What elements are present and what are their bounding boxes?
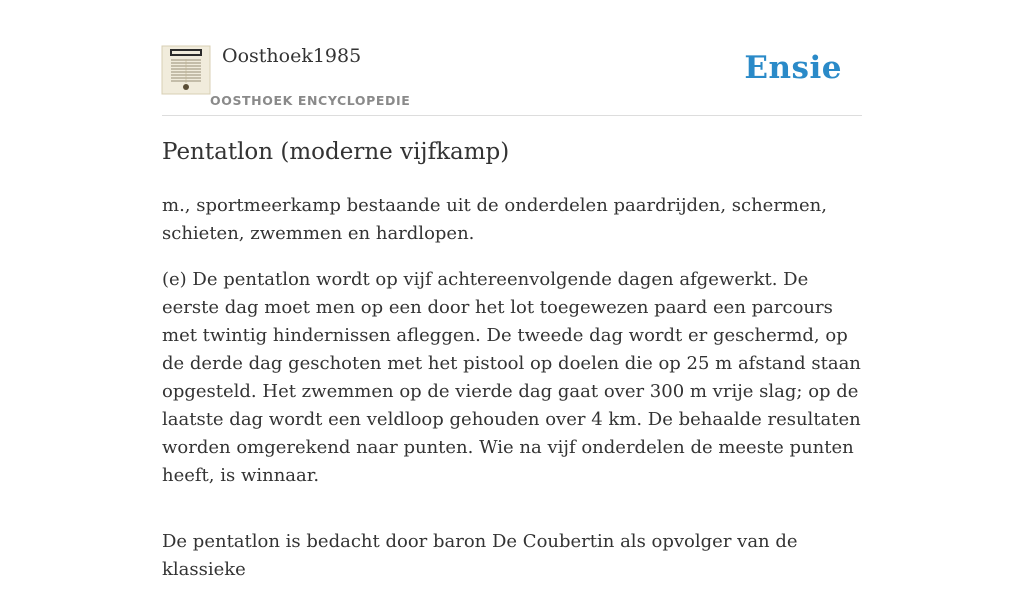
page-title: Pentatlon (moderne vijfkamp) bbox=[162, 139, 510, 165]
page bbox=[162, 0, 862, 580]
body-paragraph: (e) De pentatlon wordt op vijf achtereenvolgende dagen afgewerkt. De eerste dag moet men op een door het lot toegewezen paard een parcours met twintig hindernissen afleggen. De tweede dag wordt er geschermd, op de derde dag geschoten met het pistool op doelen die op 25 m afstand staan opgesteld. Het zwemmen op de vierde dag gaat over 300 m vrije slag; op de laatste dag wordt een veldloop gehouden over 4 km. De behaalde resultaten worden omgerekend naar punten. Wie na vijf onderdelen de meeste punten heeft, is winnaar. bbox=[162, 269, 861, 486]
body-paragraph: De pentatlon is bedacht door baron De Coubertin als opvolger van de klassieke bbox=[162, 531, 798, 580]
avatar[interactable] bbox=[162, 46, 210, 94]
header bbox=[162, 0, 862, 116]
encyclopedia-page-icon bbox=[162, 46, 210, 94]
author-link[interactable]: Oosthoek1985 bbox=[222, 45, 362, 67]
source-label[interactable]: OOSTHOEK ENCYCLOPEDIE bbox=[210, 93, 411, 108]
ensie-logo[interactable]: Ensie bbox=[744, 50, 842, 86]
definition-paragraph: m., sportmeerkamp bestaande uit de onderdelen paardrijden, schermen, schieten, zwemmen en hardlopen. bbox=[162, 195, 827, 244]
article-body bbox=[162, 192, 862, 602]
